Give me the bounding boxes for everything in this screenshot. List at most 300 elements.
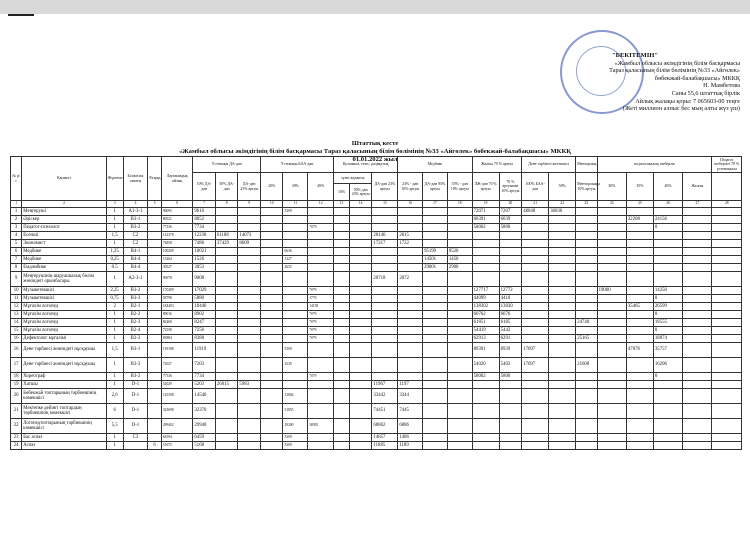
value-cell bbox=[308, 240, 334, 248]
empty-cell bbox=[712, 224, 742, 232]
value-cell bbox=[423, 442, 448, 450]
value-cell bbox=[372, 319, 398, 327]
value-cell bbox=[334, 343, 350, 358]
approval-heading: "БЕКІТЕМІН" bbox=[611, 52, 659, 59]
value-cell: 5168 bbox=[193, 442, 216, 450]
position-name-cell: Дене тәрбиесі жөніндегі нұсқаушы bbox=[22, 358, 106, 373]
value-cell bbox=[447, 434, 472, 442]
empty-cell bbox=[712, 327, 742, 335]
value-cell bbox=[238, 319, 261, 327]
value-cell: 6676 bbox=[499, 311, 522, 319]
value-cell bbox=[148, 343, 162, 358]
value-cell: 14857 bbox=[372, 434, 398, 442]
sub-header: 40% bbox=[308, 173, 334, 201]
position-name-cell: Медбике bbox=[22, 256, 106, 264]
value-cell bbox=[238, 303, 261, 311]
value-cell bbox=[447, 303, 472, 311]
value-cell: 14501 bbox=[423, 256, 448, 264]
value-cell bbox=[522, 216, 549, 224]
value-cell bbox=[215, 327, 238, 335]
value-cell bbox=[597, 224, 626, 232]
value-cell bbox=[349, 256, 372, 264]
value-cell bbox=[260, 287, 283, 295]
value-cell bbox=[260, 240, 283, 248]
empty-cell bbox=[712, 295, 742, 303]
value-cell bbox=[653, 272, 682, 287]
value-cell bbox=[148, 272, 162, 287]
value-cell bbox=[260, 224, 283, 232]
empty-cell bbox=[683, 232, 712, 240]
value-cell bbox=[653, 419, 682, 434]
position-name-cell: Әдіскер bbox=[22, 216, 106, 224]
value-cell bbox=[472, 404, 499, 419]
table-body bbox=[11, 208, 742, 450]
table-row bbox=[11, 389, 742, 404]
value-cell: 17029 bbox=[193, 287, 216, 295]
column-number-cell: 13 bbox=[334, 201, 350, 208]
value-cell bbox=[423, 311, 448, 319]
value-cell: 1 bbox=[106, 319, 123, 327]
value-cell bbox=[349, 216, 372, 224]
value-cell bbox=[148, 327, 162, 335]
value-cell: 62913 bbox=[472, 335, 499, 343]
value-cell: 8609 bbox=[238, 240, 261, 248]
value-cell bbox=[423, 287, 448, 295]
value-cell bbox=[148, 295, 162, 303]
value-cell bbox=[372, 208, 398, 216]
table-row bbox=[11, 256, 742, 264]
column-number-cell: 20 bbox=[499, 201, 522, 208]
value-cell bbox=[549, 272, 576, 287]
value-cell bbox=[472, 381, 499, 389]
value-cell bbox=[576, 404, 597, 419]
value-cell bbox=[626, 442, 653, 450]
value-cell bbox=[238, 311, 261, 319]
value-cell bbox=[238, 373, 261, 381]
row-number-cell: 15 bbox=[11, 327, 22, 335]
value-cell bbox=[260, 303, 283, 311]
value-cell: 0,25 bbox=[106, 256, 123, 264]
value-cell bbox=[653, 404, 682, 419]
value-cell bbox=[597, 208, 626, 216]
value-cell bbox=[260, 311, 283, 319]
value-cell: В3-2 bbox=[123, 287, 148, 295]
value-cell bbox=[238, 434, 261, 442]
value-cell bbox=[447, 272, 472, 287]
value-cell bbox=[499, 419, 522, 434]
value-cell: D-1 bbox=[123, 404, 148, 419]
value-cell: 8052 bbox=[193, 216, 216, 224]
value-cell bbox=[215, 389, 238, 404]
value-cell: 1722 bbox=[398, 240, 423, 248]
empty-cell bbox=[683, 264, 712, 272]
value-cell bbox=[549, 389, 576, 404]
empty-cell bbox=[712, 389, 742, 404]
value-cell bbox=[597, 434, 626, 442]
approval-signature: Н. Мамбетова bbox=[703, 82, 740, 90]
value-cell: 61851 bbox=[472, 319, 499, 327]
value-cell bbox=[283, 303, 308, 311]
value-cell bbox=[423, 389, 448, 404]
value-cell bbox=[148, 303, 162, 311]
position-name-cell: Бас аспаз bbox=[22, 434, 106, 442]
value-cell bbox=[334, 327, 350, 335]
value-cell bbox=[597, 381, 626, 389]
value-cell bbox=[423, 208, 448, 216]
value-cell: 17697 bbox=[522, 358, 549, 373]
value-cell bbox=[522, 256, 549, 264]
value-cell bbox=[349, 272, 372, 287]
value-cell: 74858 bbox=[161, 240, 193, 248]
value-cell bbox=[148, 208, 162, 216]
empty-cell bbox=[683, 358, 712, 373]
value-cell bbox=[626, 208, 653, 216]
column-number-cell: 3 bbox=[106, 201, 123, 208]
row-number-cell: 3 bbox=[11, 224, 22, 232]
value-cell bbox=[334, 373, 350, 381]
value-cell bbox=[522, 404, 549, 419]
value-cell bbox=[215, 272, 238, 287]
value-cell: 1 bbox=[106, 381, 123, 389]
value-cell bbox=[260, 264, 283, 272]
col-header-category: Біліктілік санаты bbox=[123, 157, 148, 201]
value-cell bbox=[260, 232, 283, 240]
empty-cell bbox=[683, 389, 712, 404]
empty-cell bbox=[712, 256, 742, 264]
empty-cell bbox=[712, 381, 742, 389]
value-cell bbox=[372, 311, 398, 319]
page-mark bbox=[8, 14, 34, 16]
value-cell bbox=[522, 272, 549, 287]
value-cell: 9520 bbox=[447, 248, 472, 256]
approval-line: «Жамбыл облысы әкімдігінің білім басқармасы bbox=[614, 59, 740, 67]
approval-line: бөбекжай-балабақшасы» МККҚ bbox=[654, 74, 740, 82]
value-cell bbox=[238, 208, 261, 216]
value-cell bbox=[334, 224, 350, 232]
value-cell: 323698 bbox=[161, 404, 193, 419]
value-cell bbox=[215, 343, 238, 358]
value-cell bbox=[423, 327, 448, 335]
value-cell: 11919 bbox=[193, 343, 216, 358]
value-cell bbox=[123, 442, 148, 450]
value-cell bbox=[522, 224, 549, 232]
value-cell bbox=[597, 404, 626, 419]
value-cell: 0 bbox=[653, 373, 682, 381]
value-cell bbox=[215, 335, 238, 343]
value-cell: 61188 bbox=[215, 232, 238, 240]
value-cell bbox=[349, 287, 372, 295]
value-cell bbox=[308, 434, 334, 442]
position-name-cell: Есепші bbox=[22, 232, 106, 240]
value-cell: 6291 bbox=[499, 335, 522, 343]
value-cell bbox=[576, 442, 597, 450]
value-cell: 5309 bbox=[283, 442, 308, 450]
value-cell bbox=[349, 319, 372, 327]
value-cell: 299402 bbox=[161, 419, 193, 434]
value-cell: 2,6 bbox=[106, 389, 123, 404]
value-cell bbox=[349, 327, 372, 335]
sub-header: Менторлыққа 10% артуы bbox=[576, 173, 597, 201]
value-cell bbox=[576, 256, 597, 264]
value-cell bbox=[260, 434, 283, 442]
value-cell bbox=[215, 224, 238, 232]
value-cell bbox=[522, 287, 549, 295]
value-cell bbox=[472, 240, 499, 248]
col-header-position: Қызметі bbox=[22, 157, 106, 201]
value-cell bbox=[576, 373, 597, 381]
value-cell: 51675 bbox=[161, 442, 193, 450]
table-row bbox=[11, 442, 742, 450]
value-cell: 170289 bbox=[161, 287, 193, 295]
value-cell bbox=[549, 335, 576, 343]
value-cell: В4-1 bbox=[123, 248, 148, 256]
value-cell bbox=[499, 256, 522, 264]
value-cell bbox=[626, 224, 653, 232]
row-number-cell: 11 bbox=[11, 295, 22, 303]
value-cell bbox=[549, 264, 576, 272]
value-cell bbox=[597, 343, 626, 358]
column-number-cell: 21 bbox=[522, 201, 549, 208]
value-cell bbox=[447, 232, 472, 240]
value-cell bbox=[372, 343, 398, 358]
value-cell bbox=[597, 319, 626, 327]
value-cell bbox=[472, 442, 499, 450]
value-cell bbox=[597, 216, 626, 224]
value-cell: 89016 bbox=[161, 311, 193, 319]
value-cell bbox=[238, 419, 261, 434]
value-cell bbox=[447, 404, 472, 419]
value-cell bbox=[447, 335, 472, 343]
value-cell bbox=[260, 335, 283, 343]
value-cell: 80521 bbox=[161, 216, 193, 224]
value-cell bbox=[423, 303, 448, 311]
value-cell: 18555 bbox=[653, 319, 682, 327]
value-cell: 54419 bbox=[472, 327, 499, 335]
value-cell bbox=[215, 295, 238, 303]
value-cell: 17697 bbox=[522, 343, 549, 358]
value-cell bbox=[398, 373, 423, 381]
row-number-cell: 9 bbox=[11, 272, 22, 287]
value-cell bbox=[148, 248, 162, 256]
value-cell bbox=[626, 404, 653, 419]
table-row bbox=[11, 264, 742, 272]
value-cell bbox=[372, 264, 398, 272]
value-cell bbox=[423, 319, 448, 327]
sub-header: ДА-дан 23% артуы bbox=[372, 173, 398, 201]
column-number-cell: 2 bbox=[22, 201, 106, 208]
value-cell: 21608 bbox=[576, 358, 597, 373]
value-cell bbox=[626, 327, 653, 335]
value-cell bbox=[238, 272, 261, 287]
value-cell bbox=[349, 434, 372, 442]
value-cell: 7079 bbox=[308, 224, 334, 232]
value-cell bbox=[238, 216, 261, 224]
value-cell bbox=[283, 240, 308, 248]
column-number-cell: 18 bbox=[447, 201, 472, 208]
empty-cell bbox=[712, 232, 742, 240]
value-cell: 0 bbox=[653, 295, 682, 303]
value-cell bbox=[349, 311, 372, 319]
value-cell bbox=[447, 208, 472, 216]
value-cell bbox=[349, 335, 372, 343]
empty-cell bbox=[683, 248, 712, 256]
value-cell bbox=[372, 335, 398, 343]
empty-cell bbox=[712, 343, 742, 358]
value-cell bbox=[260, 319, 283, 327]
value-cell bbox=[334, 358, 350, 373]
value-cell: 20718 bbox=[372, 272, 398, 287]
row-number-cell: 2 bbox=[11, 216, 22, 224]
empty-cell bbox=[683, 381, 712, 389]
value-cell bbox=[398, 343, 423, 358]
value-cell: 7734 bbox=[193, 373, 216, 381]
value-cell bbox=[260, 248, 283, 256]
value-cell bbox=[349, 389, 372, 404]
value-cell: 6636 bbox=[283, 248, 308, 256]
empty-cell bbox=[683, 272, 712, 287]
value-cell bbox=[653, 442, 682, 450]
value-cell bbox=[447, 381, 472, 389]
value-cell: 2 bbox=[106, 303, 123, 311]
value-cell: 0 bbox=[653, 224, 682, 232]
value-cell bbox=[148, 264, 162, 272]
value-cell bbox=[334, 389, 350, 404]
value-cell: 72027 bbox=[161, 358, 193, 373]
value-cell: 7734 bbox=[193, 224, 216, 232]
value-cell bbox=[215, 358, 238, 373]
value-cell bbox=[148, 311, 162, 319]
value-cell: 138302 bbox=[472, 303, 499, 311]
value-cell bbox=[626, 373, 653, 381]
value-cell bbox=[423, 343, 448, 358]
value-cell bbox=[215, 216, 238, 224]
value-cell bbox=[653, 434, 682, 442]
value-cell bbox=[472, 264, 499, 272]
row-number-cell: 16 bbox=[11, 343, 22, 358]
column-number-cell: 15 bbox=[372, 201, 398, 208]
empty-cell bbox=[683, 216, 712, 224]
value-cell bbox=[522, 419, 549, 434]
value-cell bbox=[626, 335, 653, 343]
row-number-cell: 10 bbox=[11, 287, 22, 295]
value-cell bbox=[597, 442, 626, 450]
value-cell bbox=[423, 404, 448, 419]
value-cell bbox=[423, 216, 448, 224]
empty-cell bbox=[712, 264, 742, 272]
value-cell bbox=[522, 434, 549, 442]
value-cell: 18440 bbox=[193, 303, 216, 311]
value-cell bbox=[308, 216, 334, 224]
empty-cell bbox=[683, 404, 712, 419]
value-cell bbox=[148, 224, 162, 232]
approval-block bbox=[530, 52, 740, 113]
value-cell bbox=[549, 434, 576, 442]
sub-header: ЛЖ-дан 70 % артуы bbox=[472, 173, 499, 201]
empty-cell bbox=[712, 248, 742, 256]
column-number-cell: 12 bbox=[308, 201, 334, 208]
sub-header: 10% ДА-дан bbox=[193, 173, 216, 201]
value-cell: 0,75 bbox=[106, 295, 123, 303]
value-cell: С3 bbox=[123, 434, 148, 442]
value-cell: 26015 bbox=[215, 381, 238, 389]
value-cell bbox=[549, 327, 576, 335]
value-cell bbox=[238, 224, 261, 232]
value-cell: 36036 bbox=[549, 208, 576, 216]
value-cell bbox=[148, 389, 162, 404]
value-cell: 2072 bbox=[398, 272, 423, 287]
value-cell bbox=[349, 240, 372, 248]
value-cell bbox=[398, 311, 423, 319]
value-cell bbox=[447, 327, 472, 335]
value-cell bbox=[398, 335, 423, 343]
value-cell: 11885 bbox=[372, 442, 398, 450]
value-cell bbox=[308, 358, 334, 373]
value-cell bbox=[549, 216, 576, 224]
value-cell: 7445 bbox=[398, 404, 423, 419]
column-number-cell: 7 bbox=[193, 201, 216, 208]
value-cell bbox=[349, 264, 372, 272]
value-cell: 5309 bbox=[283, 208, 308, 216]
value-cell bbox=[597, 264, 626, 272]
row-number-cell: 12 bbox=[11, 303, 22, 311]
value-cell bbox=[283, 327, 308, 335]
value-cell bbox=[576, 389, 597, 404]
value-cell bbox=[238, 389, 261, 404]
sub-header: түнгі жұмысы bbox=[334, 173, 372, 184]
position-name-cell: Мектепке дейінгі топтардың тәрбиешінің көмекшісі bbox=[22, 404, 106, 419]
table-row bbox=[11, 373, 742, 381]
table-row bbox=[11, 381, 742, 389]
value-cell bbox=[522, 232, 549, 240]
table-row bbox=[11, 335, 742, 343]
value-cell: 1 bbox=[106, 240, 123, 248]
value-cell bbox=[398, 248, 423, 256]
value-cell: D-1 bbox=[123, 381, 148, 389]
empty-cell bbox=[683, 311, 712, 319]
empty-cell bbox=[683, 224, 712, 232]
table-row bbox=[11, 327, 742, 335]
value-cell: 1,5 bbox=[106, 232, 123, 240]
value-cell bbox=[372, 256, 398, 264]
value-cell bbox=[626, 311, 653, 319]
value-cell: 32208 bbox=[626, 216, 653, 224]
value-cell: 0 bbox=[653, 327, 682, 335]
value-cell bbox=[499, 404, 522, 419]
value-cell: 7207 bbox=[499, 208, 522, 216]
value-cell bbox=[283, 224, 308, 232]
value-cell bbox=[260, 404, 283, 419]
value-cell bbox=[283, 272, 308, 287]
value-cell: В4-4 bbox=[123, 264, 148, 272]
table-row bbox=[11, 358, 742, 373]
position-name-cell: Мұғалім логопед bbox=[22, 327, 106, 335]
value-cell: 7486 bbox=[193, 240, 216, 248]
value-cell: 1 bbox=[106, 224, 123, 232]
value-cell: 96095 bbox=[161, 208, 193, 216]
value-cell bbox=[576, 303, 597, 311]
empty-cell bbox=[683, 419, 712, 434]
value-cell: 7079 bbox=[308, 373, 334, 381]
value-cell bbox=[334, 442, 350, 450]
value-cell bbox=[334, 232, 350, 240]
value-cell: 1526 bbox=[193, 256, 216, 264]
value-cell bbox=[398, 208, 423, 216]
value-cell bbox=[372, 287, 398, 295]
value-cell bbox=[283, 287, 308, 295]
value-cell bbox=[499, 434, 522, 442]
value-cell bbox=[334, 240, 350, 248]
empty-cell bbox=[683, 256, 712, 264]
